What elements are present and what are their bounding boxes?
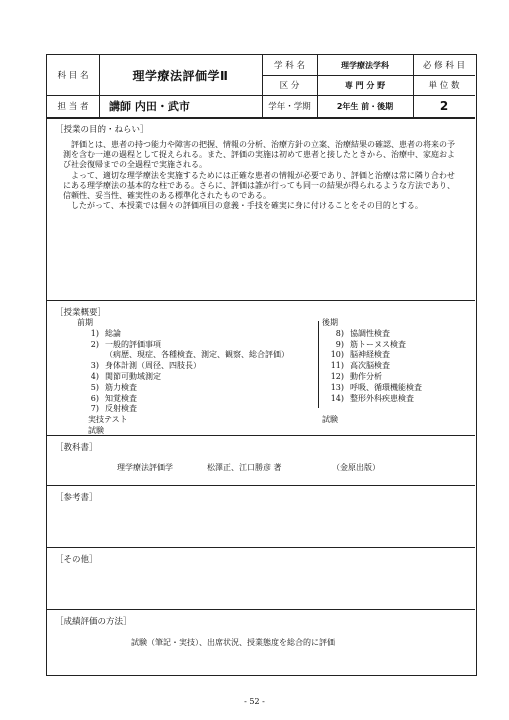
item-number: 8)	[335, 328, 344, 338]
item-number: 4)	[90, 371, 99, 381]
textbook-section	[47, 436, 475, 486]
textbook-publisher: （金原出版）	[332, 463, 380, 472]
item-text: 関節可動域測定	[105, 371, 161, 381]
item-number: 13)	[330, 382, 344, 392]
column-divider	[318, 321, 319, 408]
header-grid	[47, 55, 475, 119]
item-text: 協調性検査	[350, 328, 390, 338]
subject-value: 理学療法評価学Ⅱ	[132, 68, 229, 83]
objectives-paragraph: 評価とは、患者の持つ能力や障害の把握、情報の分析、治療方針の立案、治療結果の確認、患者の将来の予測を含む一連の過程として捉えられる。また、評価の実施は初めて患者と接したときから、治療中、家庭および社会復帰までの全過程で実施される。	[63, 140, 455, 170]
item-text: 身体計測（周径、四肢長）	[105, 361, 201, 371]
item-text: 筋力検査	[105, 382, 137, 392]
subject-label: 科 目 名	[57, 71, 89, 81]
overview-title: ［授業概要］	[55, 308, 107, 318]
item-number: 5)	[90, 382, 99, 392]
dept-value: 理学療法学科	[341, 60, 389, 70]
overview-section	[47, 301, 475, 436]
practical-test: 実技テスト	[88, 415, 128, 425]
item-number: 1)	[90, 328, 99, 338]
item-number: 6)	[90, 393, 99, 403]
reference-section	[47, 486, 475, 548]
credits-value: 2	[439, 99, 449, 113]
item-text: 呼吸、循環機能検査	[350, 382, 422, 392]
category-value: 専 門 分 野	[344, 80, 386, 90]
teacher-value: 講師 内田・武市	[109, 100, 190, 113]
item-number: 10)	[330, 350, 344, 360]
item-number: 2)	[90, 339, 99, 349]
item-number: 7)	[90, 404, 99, 414]
item-number: 12)	[330, 371, 344, 381]
textbook-name: 理学療法評価学	[117, 463, 173, 472]
page-number: - 52 -	[244, 697, 265, 706]
grading-title: ［成績評価の方法］	[55, 617, 132, 627]
item-text: （病歴、現症、各種検査、測定、観察、総合評価）	[105, 350, 289, 360]
item-text: 一般的評価事項	[105, 339, 161, 349]
credits-label: 単 位 数	[428, 81, 460, 91]
objectives-section	[47, 118, 475, 301]
item-text: 筋トーヌス検査	[350, 339, 406, 349]
objectives-text	[63, 140, 457, 211]
textbook-title: ［教科書］	[55, 443, 98, 453]
item-text: 反射検査	[105, 404, 137, 414]
textbook-authors: 松澤正、江口勝彦 著	[207, 463, 282, 472]
other-title: ［その他］	[55, 555, 98, 565]
objectives-paragraph: よって、適切な理学療法を実施するためには正確な患者の情報が必要であり、評価と治療は常に隣り合わせにある理学療法の基本的な柱である。さらに、評価は誰が行っても同一の結果が得られるような方法であり、信頼性、妥当性、確実性のある標準化されたものである。	[63, 170, 455, 201]
required-label: 必 修 科 目	[422, 61, 466, 71]
syllabus-sheet	[46, 54, 477, 676]
category-label: 区 分	[279, 81, 300, 91]
item-number: 9)	[335, 339, 344, 349]
year-value: 2年生 前・後期	[336, 101, 394, 111]
exam: 試験	[322, 415, 338, 425]
dept-label: 学 科 名	[274, 61, 305, 71]
other-section	[47, 548, 475, 610]
second-half-column	[322, 318, 422, 426]
reference-title: ［参考書］	[55, 493, 98, 503]
year-label: 学年・学期	[268, 102, 311, 112]
first-half-column	[77, 318, 289, 437]
item-text: 動作分析	[350, 371, 382, 381]
first-half-label: 前期	[77, 318, 93, 327]
item-text: 整形外科疾患検査	[350, 393, 414, 403]
second-half-label: 後期	[322, 318, 338, 327]
item-number: 14)	[330, 393, 344, 403]
exam: 試験	[88, 425, 104, 435]
teacher-label: 担 当 者	[57, 102, 89, 112]
item-number	[77, 350, 99, 361]
objectives-title: ［授業の目的・ねらい］	[55, 125, 149, 135]
item-text: 高次脳検査	[350, 361, 390, 371]
item-text: 知覚検査	[105, 393, 137, 403]
objectives-paragraph: したがって、本授業では個々の評価項目の意義・手技を確実に身に付けることをその目的とする。	[71, 201, 423, 211]
grading-text: 試験（筆記・実技）、出席状況、授業態度を総合的に評価	[131, 638, 335, 647]
item-number: 3)	[90, 361, 99, 371]
grading-section	[47, 610, 475, 674]
item-text: 総論	[105, 328, 121, 338]
item-text: 脳神経検査	[350, 350, 390, 360]
item-number: 11)	[330, 361, 344, 371]
